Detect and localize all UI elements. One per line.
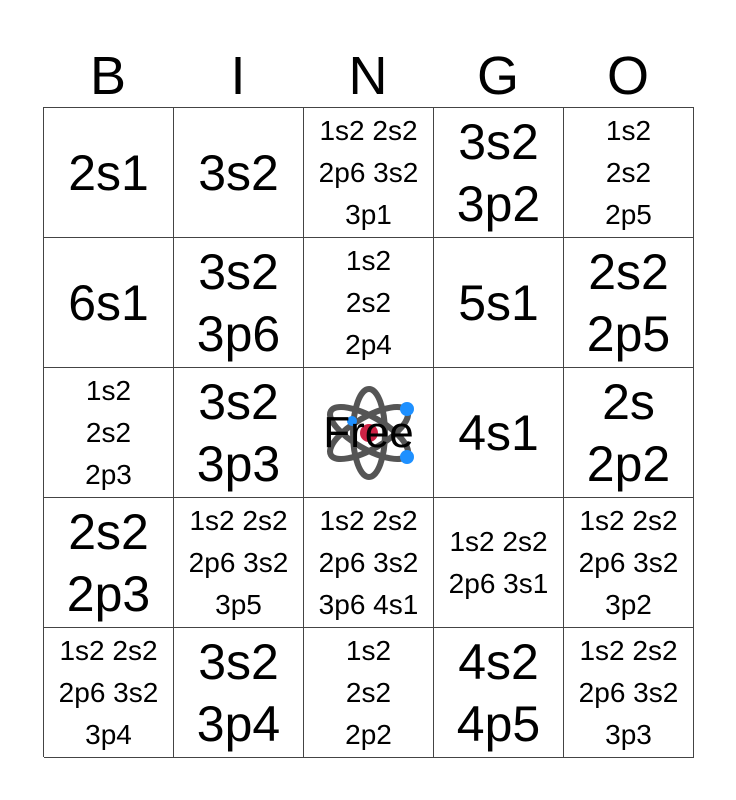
cell-text: 5s1	[458, 274, 539, 331]
free-space-label: Free	[323, 407, 414, 457]
cell-text: 3s2	[198, 144, 279, 201]
cell-text: 2s2 2p3	[66, 503, 151, 622]
cell-text: 1s2 2s2 2p5	[605, 114, 652, 230]
bingo-cell[interactable]	[44, 368, 174, 498]
bingo-cell[interactable]	[434, 628, 564, 758]
cell-text: 1s2 2s2 2p6 3s1	[448, 525, 549, 599]
cell-text: 1s2 2s2 2p3	[85, 374, 132, 490]
cell-text: 3s2 3p2	[456, 113, 541, 232]
bingo-grid	[43, 107, 694, 757]
header-letter-b: B	[89, 46, 127, 106]
bingo-cell[interactable]	[44, 238, 174, 368]
bingo-cell[interactable]	[304, 498, 434, 628]
bingo-cell[interactable]	[304, 628, 434, 758]
bingo-cell[interactable]	[564, 238, 694, 368]
bingo-header	[43, 44, 693, 108]
bingo-cell[interactable]	[174, 238, 304, 368]
header-letter-n: N	[348, 46, 388, 106]
bingo-cell[interactable]	[44, 498, 174, 628]
bingo-cell[interactable]	[304, 238, 434, 368]
free-space-cell[interactable]	[304, 368, 434, 498]
header-letter-o: O	[606, 46, 649, 106]
bingo-cell[interactable]	[564, 368, 694, 498]
bingo-cell[interactable]	[44, 628, 174, 758]
bingo-cell[interactable]	[174, 498, 304, 628]
bingo-cell[interactable]	[564, 498, 694, 628]
bingo-cell[interactable]	[434, 498, 564, 628]
cell-text: 1s2 2s2 2p6 3s2 3p2	[578, 504, 679, 620]
cell-text: 1s2 2s2 2p6 3s2 3p1	[318, 114, 419, 230]
header-letter-i: I	[230, 46, 246, 106]
cell-text: 4s2 4p5	[456, 633, 541, 752]
cell-text: 1s2 2s2 2p4	[345, 244, 392, 360]
header-letter-g: G	[476, 46, 519, 106]
bingo-cell[interactable]	[304, 108, 434, 238]
cell-text: 3s2 3p3	[196, 373, 281, 492]
cell-text: 1s2 2s2 2p6 3s2 3p5	[188, 504, 289, 620]
cell-text: 1s2 2s2 2p2	[345, 634, 392, 750]
bingo-cell[interactable]	[564, 108, 694, 238]
cell-text: 4s1	[458, 404, 539, 461]
bingo-cell[interactable]	[434, 108, 564, 238]
cell-text: 2s 2p2	[586, 373, 671, 492]
bingo-cell[interactable]	[564, 628, 694, 758]
bingo-cell[interactable]	[174, 628, 304, 758]
cell-text: 6s1	[68, 274, 149, 331]
cell-text: 2s1	[68, 144, 149, 201]
bingo-cell[interactable]	[434, 238, 564, 368]
cell-text: 1s2 2s2 2p6 3s2 3p4	[58, 634, 159, 750]
bingo-cell[interactable]	[434, 368, 564, 498]
bingo-cell[interactable]	[174, 368, 304, 498]
cell-text: 1s2 2s2 2p6 3s2 3p6 4s1	[318, 504, 419, 620]
cell-text: 3s2 3p4	[196, 633, 281, 752]
bingo-cell[interactable]	[174, 108, 304, 238]
bingo-cell[interactable]	[44, 108, 174, 238]
cell-text: 1s2 2s2 2p6 3s2 3p3	[578, 634, 679, 750]
cell-text: 2s2 2p5	[586, 243, 671, 362]
cell-text: 3s2 3p6	[196, 243, 281, 362]
